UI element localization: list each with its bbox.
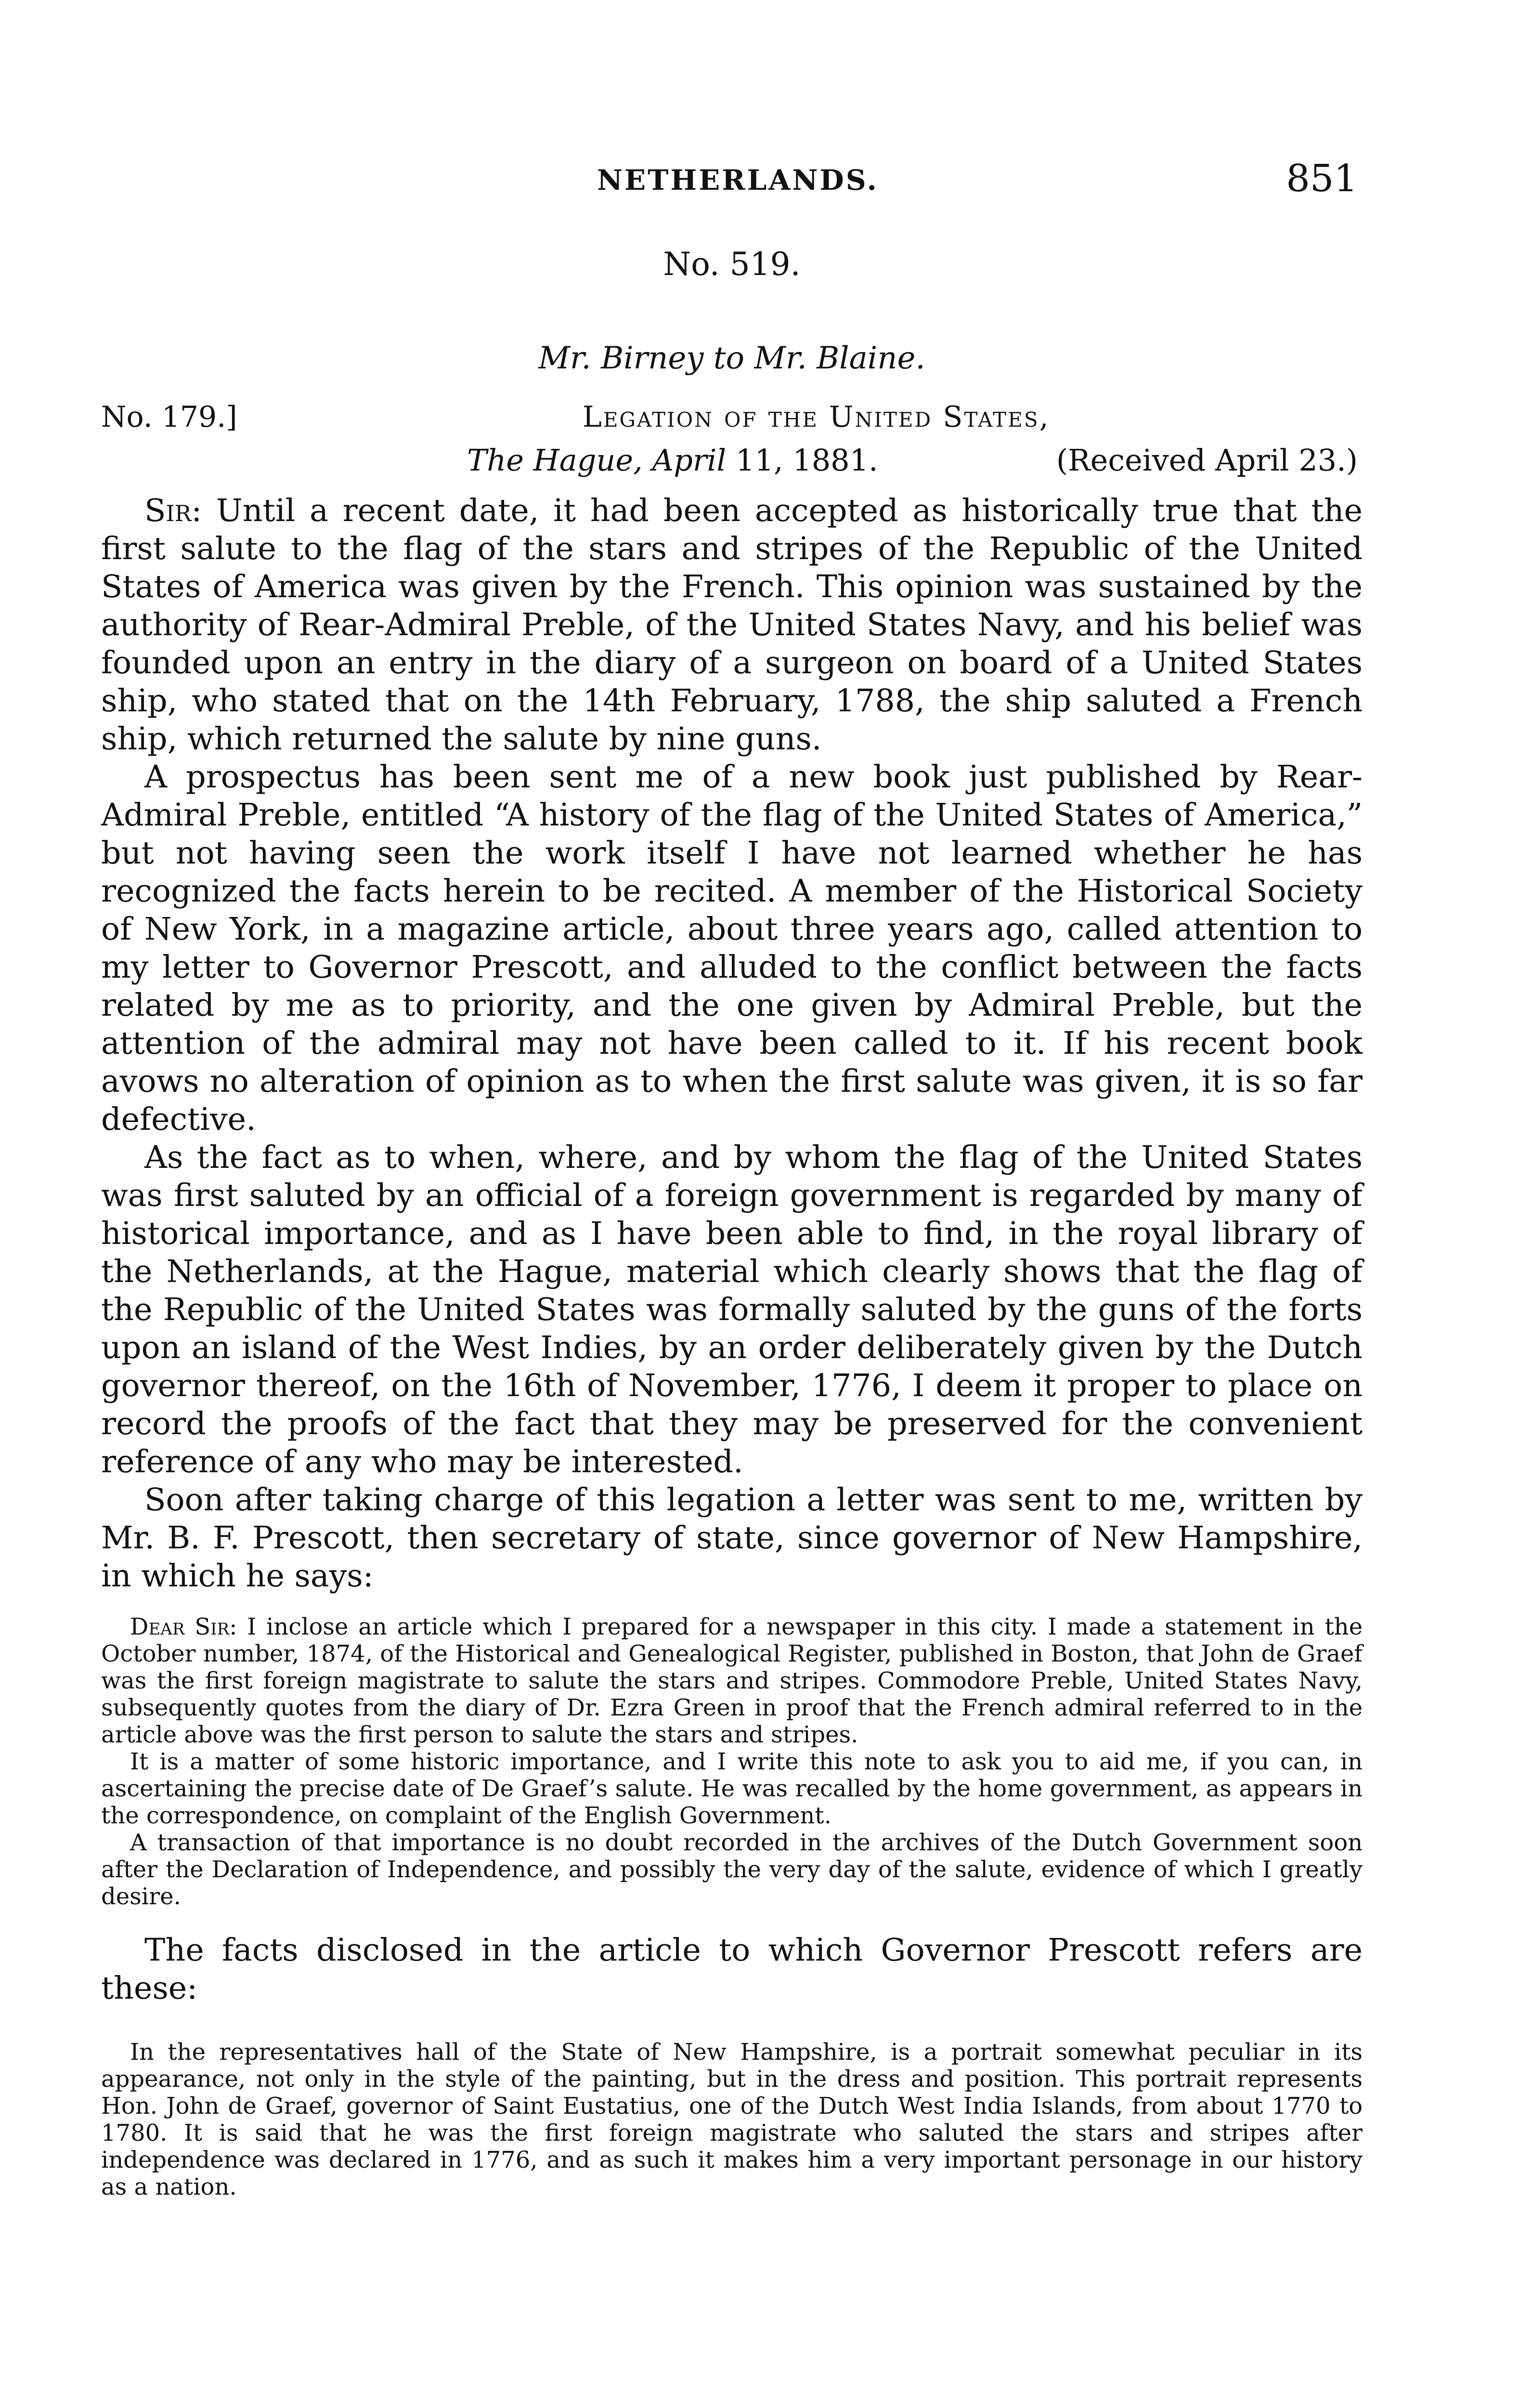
- running-head: [101, 157, 1363, 217]
- despatch-number: No. 179.]: [101, 400, 237, 434]
- quoted-paragraph-text: I inclose an article which I prepared for a newspaper in this city. I made a statement in the October number, 1874, of the Historical and Genealogical Register, published in Boston, that John de Graef was the first foreign magistrate to salute the stars and stripes. Commodore Preble, United States Navy, subsequently quotes from the diary of Dr. Ezra Green in proof that the French admiral referred to in the article above was the first person to salute the stars and stripes.: [101, 1613, 1363, 1748]
- correspondents-heading: Mr. Birney to Mr. Blaine.: [538, 340, 925, 376]
- page-number: 851: [1286, 157, 1358, 200]
- facts-intro: The facts disclosed in the article to which Governor Prescott refers are these:: [101, 1932, 1363, 2006]
- article-excerpt: In the representatives hall of the State of New Hampshire, is a portrait somewhat peculiar in its appearance, not only in the style of the painting, but in the dress and position. This portrait represents Hon. John de Graef, governor of Saint Eustatius, one of the Dutch West India Islands, from about 1770 to 1780. It is said that he was the first foreign magistrate who saluted the stars and stripes after independence was declared in 1776, and as such it makes him a very important personage in our history as a nation.: [101, 2039, 1363, 2200]
- quoted-paragraph: A transaction of that importance is no doubt recorded in the archives of the Dutch Government soon after the Declaration of Independence, and possibly the very day of the salute, evidence of which I greatly desire.: [101, 1829, 1363, 1910]
- body-paragraph: Soon after taking charge of this legation a letter was sent to me, written by Mr. B. F. Prescott, then secretary of state, since governor of New Hampshire, in which he says:: [101, 1482, 1363, 1594]
- place: The Hague,: [467, 443, 643, 478]
- body-paragraph: A prospectus has been sent me of a new book just published by Rear-Admiral Preble, entitled “A history of the flag of the United States of America,” but not having seen the work itself I have not learned whether he has recognized the facts herein to be recited. A member of the Historical Society of New York, in a magazine article, about three years ago, called attention to my letter to Governor Prescott, and alluded to the conflict between the facts related by me as to priority, and the one given by Admiral Preble, but the attention of the admiral may not have been called to it. If his recent book avows no alteration of opinion as to when the first salute was given, it is so far defective.: [101, 759, 1363, 1138]
- quoted-letter: [101, 1613, 1363, 1910]
- quoted-salutation: Dear Sir:: [130, 1613, 237, 1640]
- date-month: April: [652, 443, 727, 478]
- received-date: (Received April 23.): [1056, 443, 1358, 478]
- salutation: Sir:: [144, 493, 202, 529]
- legation-name: Legation of the United States,: [583, 400, 1050, 434]
- page: [101, 157, 1363, 2224]
- date-rest: 11, 1881.: [735, 443, 878, 478]
- quoted-paragraph: [101, 1613, 1363, 1748]
- document-number: No. 519.: [663, 246, 801, 283]
- paragraph-text: Until a recent date, it had been accepted as historically true that the first salute to the flag of the stars and stripes of the Republic of the United States of America was given by the French. This opinion was sustained by the authority of Rear-Admiral Preble, of the United States Navy, and his belief was founded upon an entry in the diary of a surgeon on board of a United States ship, who stated that on the 14th February, 1788, the ship saluted a French ship, which returned the salute by nine guns.: [101, 493, 1363, 757]
- body-paragraph: As the fact as to when, where, and by whom the flag of the United States was first saluted by an official of a foreign government is regarded by many of historical importance, and as I have been able to find, in the royal library of the Netherlands, at the Hague, material which clearly shows that the flag of the Republic of the United States was formally saluted by the guns of the forts upon an island of the West Indies, by an order deliberately given by the Dutch governor thereof, on the 16th of November, 1776, I deem it proper to place on record the proofs of the fact that they may be preserved for the convenient reference of any who may be interested.: [101, 1139, 1363, 1480]
- running-head-title: NETHERLANDS.: [597, 164, 879, 196]
- quoted-paragraph: It is a matter of some historic importance, and I write this note to ask you to aid me, if you can, in ascertaining the precise date of De Graef’s salute. He was recalled by the home government, as appears in the correspondence, on complaint of the English Government.: [101, 1748, 1363, 1829]
- letter-header: [101, 400, 1363, 492]
- place-date: [467, 443, 878, 478]
- body-paragraph: [101, 492, 1363, 758]
